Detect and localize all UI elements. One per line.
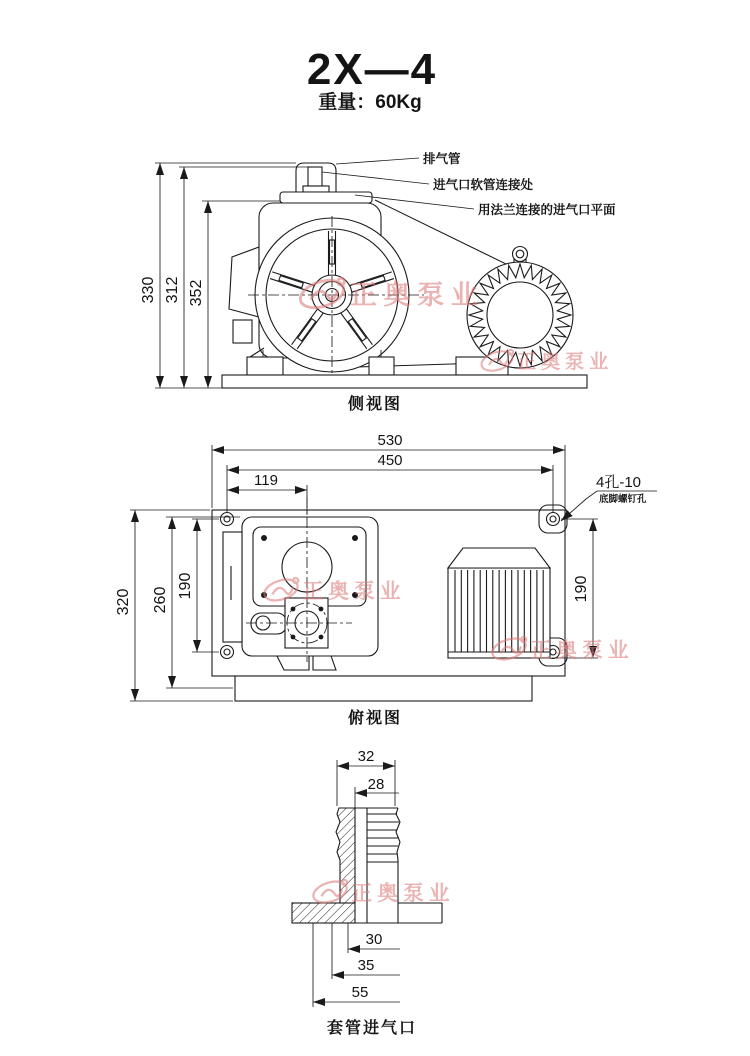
caption-detail-view: 套管进气口 <box>326 1020 418 1037</box>
eyebolt-icon <box>513 247 528 262</box>
dim-35: 35 <box>357 957 375 974</box>
watermark-logo <box>479 348 613 375</box>
watermark-text: 正奥泵业 <box>351 881 455 905</box>
watermark-text: 正奥泵业 <box>350 280 485 311</box>
dim-55: 55 <box>351 984 369 1001</box>
watermark-logo <box>262 576 406 605</box>
base-plate-front <box>235 676 532 701</box>
base-plate <box>222 375 587 388</box>
dim-119: 119 <box>254 472 278 489</box>
title-block <box>307 45 437 113</box>
caption-top-view: 俯视图 <box>347 710 403 727</box>
dim-330: 330 <box>140 276 157 304</box>
watermark-text: 正奥泵业 <box>302 579 406 603</box>
dim-32: 32 <box>357 748 375 765</box>
caption-side-view: 侧视图 <box>347 396 403 413</box>
watermark-text: 正奥泵业 <box>517 352 613 374</box>
callout-4holes: 4孔-10 <box>596 474 642 491</box>
watermark-logo <box>490 635 634 664</box>
dim-190-right: 190 <box>573 575 590 603</box>
watermark-text: 正奥泵业 <box>530 638 634 662</box>
mounting-plate-section <box>292 903 442 923</box>
callout-foot-screw-holes: 底脚螺钉孔 <box>599 494 647 505</box>
dim-450: 450 <box>377 452 403 469</box>
dim-28: 28 <box>367 776 385 793</box>
watermark-logo <box>297 275 485 312</box>
dim-320: 320 <box>115 588 132 616</box>
label-inlet-flange: 用法兰连接的进气口平面 <box>478 203 616 217</box>
label-inlet-hose: 进气口软管连接处 <box>433 178 534 192</box>
dim-352: 352 <box>188 279 205 307</box>
dim-190-left: 190 <box>177 572 194 600</box>
model-title: 2X—4 <box>306 45 438 94</box>
dim-30: 30 <box>365 931 383 948</box>
detail-dimensions-top <box>337 748 399 810</box>
label-exhaust-pipe: 排气管 <box>423 152 461 166</box>
watermark-logo <box>311 878 455 907</box>
bolt-hole-callout <box>561 473 657 521</box>
weight-label: 重量：60Kg <box>318 92 422 113</box>
detail-dimensions-bottom <box>313 923 400 1007</box>
dim-312: 312 <box>164 276 181 304</box>
dim-260: 260 <box>152 586 169 614</box>
dim-530: 530 <box>377 432 403 449</box>
inlet-flange <box>280 192 372 203</box>
